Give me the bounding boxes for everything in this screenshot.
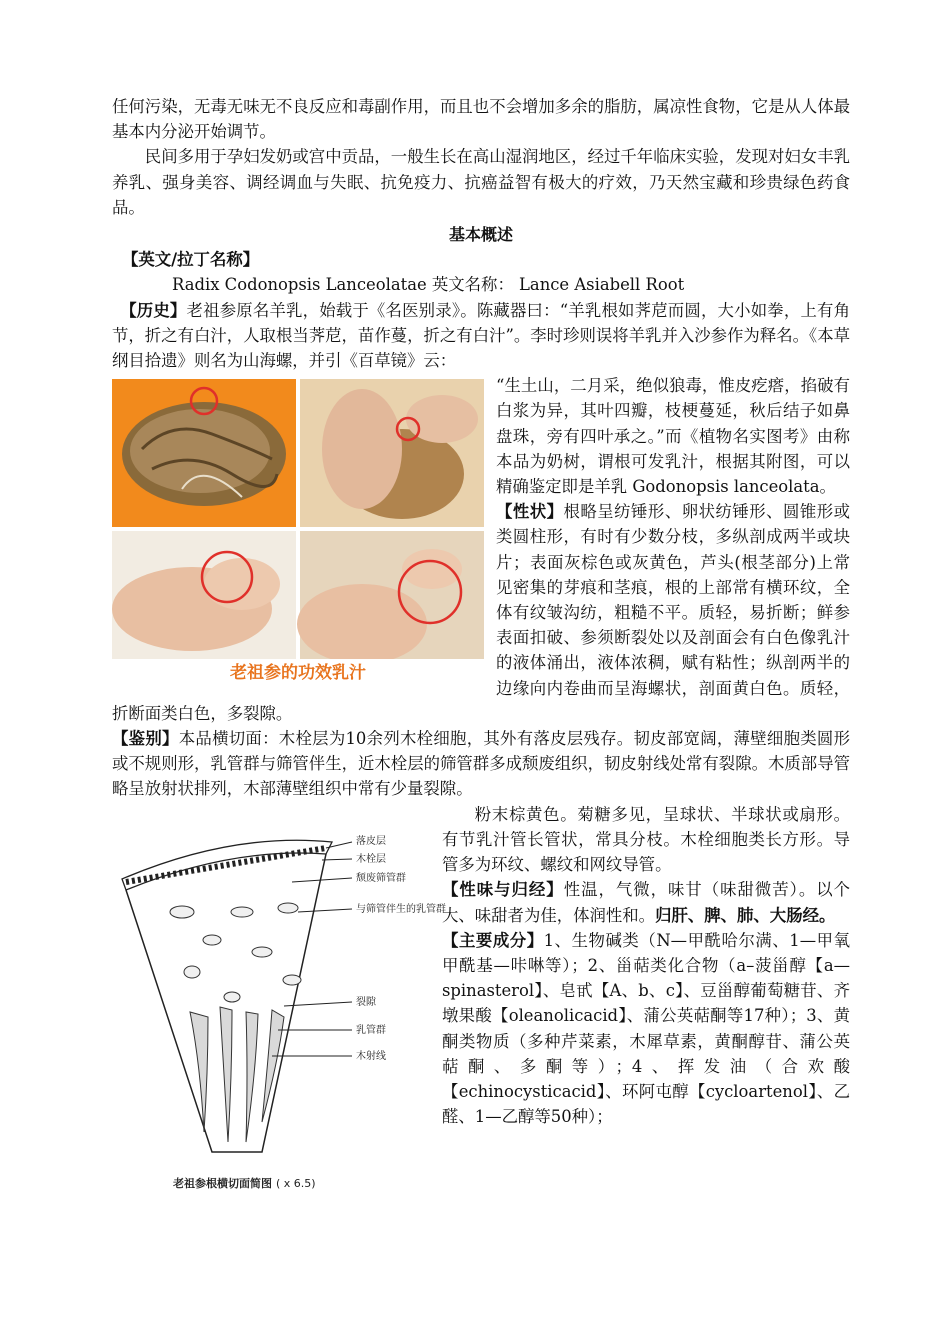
taste-text: 性温，气微，味甘（味甜微苦）。以个大、味甜者为佳，体润性和。 <box>442 880 850 925</box>
label-xylem-ray: 木射线 <box>356 1050 386 1062</box>
paragraph: 民间多用于孕妇发奶或宫中贡品，一般生长在高山湿润地区，经过千年临床实验，发现对妇女丰乳养乳、强身美容、调经调血与失眠、抗免疫力、抗癌益智有极大的疗效，乃天然宝藏和珍贵绿色药食品。 <box>112 147 850 217</box>
latin-name-text: Radix Codonopsis Lanceolatae 英文名称： Lance Asiabell Root <box>172 275 685 295</box>
meridian-text: 归肝、脾、肺、大肠经。 <box>655 905 836 925</box>
label-fissure: 裂隙 <box>356 996 376 1008</box>
root-photo-collage <box>112 379 484 685</box>
label-degenerate-sieve: 颓废筛管群 <box>356 872 406 884</box>
label-laticifer-sieve: 与筛管伴生的乳管群 <box>356 903 446 915</box>
photo-caption: 老祖参的功效乳汁 <box>230 663 366 684</box>
page-body <box>112 94 850 1211</box>
identify-text: 本品横切面：木栓层为10余列木栓细胞，其外有落皮层残存。韧皮部宽阔，薄壁细胞类圆形或不规则形，乳管群与筛管伴生，近木栓层的筛管群多成颓废组织，韧皮射线处常有裂隙。木质部导管略呈放射状排列，木部薄壁组织中常有少量裂隙。 <box>112 729 851 799</box>
diagram-scale: ( x 6.5) <box>276 1176 316 1190</box>
components-text: 1、生物碱类（N—甲酰哈尔满、1—甲氧甲酰基—咔啉等）；2、甾萜类化合物（a–菠甾醇【a—spinasterol】、皂甙【A、b、c】、豆甾醇葡萄糖苷、齐墩果酸【oleanolicacid】、蒲公英萜酮等17种）；3、黄酮类物质（多种芹菜素，木犀草素，黄酮醇苷、蒲公英萜酮、多酮等）；4、挥发油（合欢酸【echinocysticacid】、环阿屯醇【cycloartenol】、乙醛、1—乙醇等50种）； <box>442 930 850 1127</box>
section-title: 基本概述 <box>448 225 513 245</box>
history-text: 老祖参原名羊乳，始载于《名医别录》。陈藏器曰：“羊乳根如荠苨而圆，大小如拳，上有角节，折之有白汁，人取根当荠苨，苗作蔓，折之有白汁”。李时珍则误将羊乳并入沙参作为释名。《本草纲目拾遗》则名为山海螺，并引《百草镜》云： <box>112 300 851 371</box>
components-label: 【主要成分】 <box>442 930 544 950</box>
history-text-continued: “生土山，二月采，绝似狼毒，惟皮疙瘩，掐破有白浆为异，其叶四瓣，枝梗蔓延，秋后结子如鼻盘珠，旁有四叶承之。”而《植物名实图考》由称本品为奶树，谓根可发乳汁，根据其附图，可以精确鉴定即是羊乳 Godonopsis lanceolata。 <box>496 376 850 497</box>
traits-text: 根略呈纺锤形、卵状纺锤形、圆锥形或类圆柱形，有时有少数分枝，多纵剖成两半或块片；表面灰棕色或灰黄色，芦头(根茎部分)上常见密集的芽痕和茎痕，根的上部常有横环纹，全体有纹皱沟纺，粗糙不平。质轻，易折断；鲜参表面扣破、参须断裂处以及剖面会有白色像乳汁的液体涌出，液体浓稠，赋有粘性；纵剖两半的边缘向内卷曲而呈海螺状，剖面黄白色。质轻，折断面类白色，多裂隙。 <box>112 502 851 723</box>
label-cork: 木栓层 <box>356 853 386 865</box>
label-laticifer-group: 乳管群 <box>356 1024 386 1036</box>
root-latex-photo <box>112 379 484 685</box>
diagram-caption: 老祖参根横切面简图 <box>173 1176 272 1190</box>
taste-label: 【性味与归经】 <box>442 880 564 900</box>
identify-label: 【鉴别】 <box>112 729 179 749</box>
traits-label: 【性状】 <box>496 502 564 522</box>
label-fallen-bark: 落皮层 <box>356 835 386 847</box>
root-cross-section-diagram <box>112 812 446 1207</box>
paragraph: 任何污染，无毒无味无不良反应和毒副作用，而且也不会增加多余的脂肪，属凉性食物，它是从人体最基本内分泌开始调节。 <box>112 97 850 142</box>
latin-name-label: 【英文/拉丁名称】 <box>122 250 260 270</box>
history-label: 【历史】 <box>120 300 187 320</box>
cross-section-svg <box>112 812 446 1207</box>
powder-text: 粉末棕黄色。菊糖多见，呈球状、半球状或扇形。有节乳汁管长管状，常具分枝。木栓细胞类长方形。导管多为环纹、螺纹和网纹导管。 <box>442 804 850 875</box>
